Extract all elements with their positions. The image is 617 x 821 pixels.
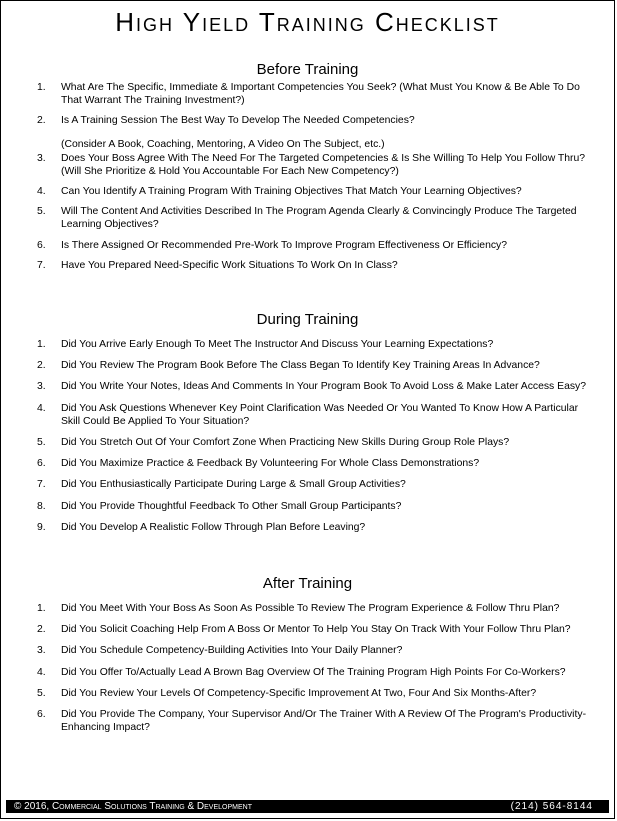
- item-text: Did You Stretch Out Of Your Comfort Zone When Practicing New Skills During Group Role Plays?: [61, 437, 510, 449]
- item-number: 5.: [37, 687, 46, 699]
- list-item: [1, 239, 614, 252]
- item-text: Did You Provide The Company, Your Supervisor And/Or The Trainer With A Review Of The Program's Productivity- Enhancing Impact?: [61, 709, 587, 734]
- phone-number: (214) 564-8144: [510, 801, 593, 812]
- page-title: High Yield Training Checklist: [115, 7, 500, 37]
- item-number: 5.: [37, 437, 46, 449]
- item-number: 4.: [37, 186, 46, 198]
- list-item: [1, 602, 614, 615]
- item-number: 7.: [37, 259, 46, 271]
- list-item: [1, 500, 614, 513]
- item-text: Did You Offer To/Actually Lead A Brown Bag Overview Of The Training Program High Points For Co-Workers?: [61, 666, 566, 678]
- item-number: 4.: [37, 402, 46, 414]
- list-item: [1, 708, 614, 734]
- item-text: Is A Training Session The Best Way To Develop The Needed Competencies?: [61, 115, 415, 127]
- company-name: Commercial Solutions Training & Development: [51, 801, 252, 812]
- list-item: [1, 457, 614, 470]
- item-text: What Are The Specific, Immediate & Important Competencies You Seek? (What Must You Know & Be Able To Do That Warrant The Training Investment?): [61, 82, 580, 107]
- item-number: 9.: [37, 521, 46, 533]
- item-number: 3.: [37, 645, 46, 657]
- item-number: 8.: [37, 500, 46, 512]
- item-text: Did You Maximize Practice & Feedback By Volunteering For Whole Class Demonstrations?: [61, 458, 480, 470]
- item-number: 2.: [37, 360, 46, 372]
- list-item: [1, 205, 614, 231]
- before-note: (Consider A Book, Coaching, Mentoring, A Video On The Subject, etc.): [61, 139, 385, 150]
- item-text: Did You Write Your Notes, Ideas And Comments In Your Program Book To Avoid Loss & Make Later Access Easy?: [61, 381, 587, 393]
- item-number: 1.: [37, 603, 46, 614]
- item-text: Did You Solicit Coaching Help From A Boss Or Mentor To Help You Stay On Track With Your Follow Thru Plan?: [61, 624, 571, 636]
- item-text: Will The Content And Activities Described In The Program Agenda Clearly & Convincingly Produce The Targeted Learning Objectives?: [61, 206, 577, 231]
- item-number: 6.: [37, 239, 46, 251]
- item-number: 4.: [37, 666, 46, 678]
- list-item: [1, 380, 614, 393]
- section-heading-after: After Training: [262, 575, 353, 592]
- item-text: Is There Assigned Or Recommended Pre-Work To Improve Program Effectiveness Or Efficiency?: [61, 239, 508, 251]
- list-item: [1, 623, 614, 636]
- item-number: 6.: [37, 458, 46, 470]
- list-item: [1, 478, 614, 491]
- item-number: 5.: [37, 206, 46, 218]
- before-list: [1, 81, 614, 272]
- after-list: [1, 602, 614, 734]
- item-text: Did You Meet With Your Boss As Soon As Possible To Review The Program Experience & Follow Thru Plan?: [61, 603, 560, 614]
- item-number: 1.: [37, 339, 46, 350]
- list-item: [1, 81, 614, 107]
- list-item: [1, 436, 614, 449]
- item-number: 1.: [37, 82, 46, 93]
- list-item: [1, 114, 614, 127]
- list-item: [1, 338, 614, 351]
- list-item: [1, 152, 614, 178]
- item-number: 3.: [37, 152, 46, 164]
- item-number: 6.: [37, 709, 46, 721]
- list-item: [1, 666, 614, 679]
- copyright: [14, 800, 252, 813]
- item-number: 2.: [37, 624, 46, 636]
- item-text: Did You Provide Thoughtful Feedback To Other Small Group Participants?: [61, 500, 402, 512]
- list-item: [1, 402, 614, 428]
- item-text: Have You Prepared Need-Specific Work Situations To Work On In Class?: [61, 259, 398, 271]
- list-item: [1, 521, 614, 534]
- item-text: Can You Identify A Training Program With Training Objectives That Match Your Learning Objectives?: [61, 186, 522, 198]
- item-number: 2.: [37, 115, 46, 127]
- list-item: [1, 185, 614, 198]
- list-item: [1, 359, 614, 372]
- list-item: [1, 259, 614, 272]
- item-text: Does Your Boss Agree With The Need For The Targeted Competencies & Is She Willing To Help You Follow Thru? (Will She Prioritize & Hold You Accountable For Each New Competency?): [61, 152, 586, 177]
- item-text: Did You Arrive Early Enough To Meet The Instructor And Discuss Your Learning Expectations?: [61, 339, 494, 350]
- item-text: Did You Review The Program Book Before The Class Began To Identify Key Training Areas In Advance?: [61, 360, 540, 372]
- item-number: 7.: [37, 479, 46, 491]
- item-text: Did You Enthusiastically Participate During Large & Small Group Activities?: [61, 479, 406, 491]
- list-item: [1, 644, 614, 657]
- item-text: Did You Review Your Levels Of Competency-Specific Improvement At Two, Four And Six Months-After?: [61, 687, 537, 699]
- item-number: 3.: [37, 381, 46, 393]
- copyright-year: © 2016,: [14, 801, 50, 812]
- section-heading-during: During Training: [256, 311, 359, 328]
- during-list: [1, 338, 614, 534]
- section-heading-before: Before Training: [256, 61, 359, 78]
- footer-bar: [6, 800, 609, 813]
- item-text: Did You Schedule Competency-Building Activities Into Your Daily Planner?: [61, 645, 403, 657]
- item-text: Did You Ask Questions Whenever Key Point Clarification Was Needed Or You Wanted To Know How A Particular Skill Could Be Applied To Your Situation?: [61, 402, 579, 427]
- list-item: [1, 687, 614, 700]
- item-text: Did You Develop A Realistic Follow Through Plan Before Leaving?: [61, 521, 366, 533]
